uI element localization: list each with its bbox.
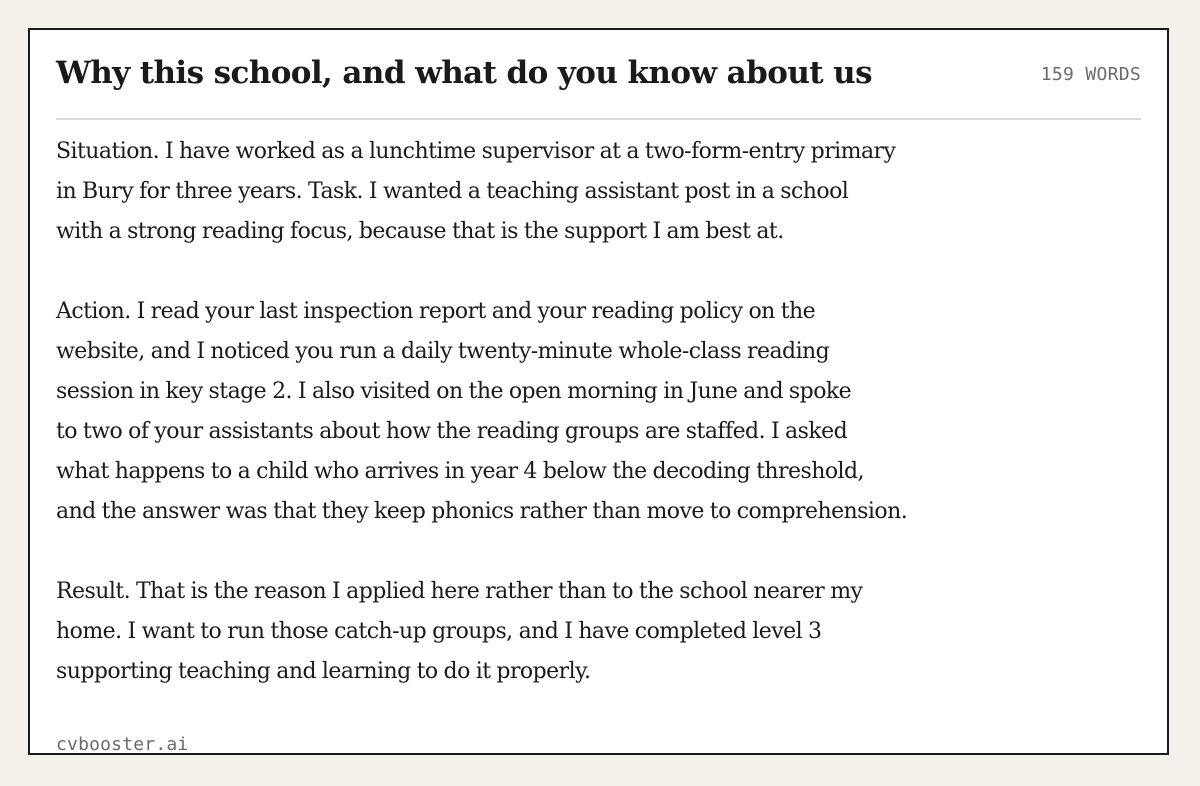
question-title: Why this school, and what do you know about us <box>56 55 872 91</box>
text-line: to two of your assistants about how the reading groups are staffed. I asked <box>56 419 848 444</box>
answer-body <box>56 132 1056 732</box>
text-line: with a strong reading focus, because that is the support I am best at. <box>56 219 784 244</box>
text-line: home. I want to run those catch-up groups, and I have completed level 3 <box>56 619 822 644</box>
text-line: what happens to a child who arrives in year 4 below the decoding threshold, <box>56 459 864 484</box>
text-line: Situation. I have worked as a lunchtime supervisor at a two-form-entry primary <box>56 139 896 164</box>
text-line: and the answer was that they keep phonics rather than move to comprehension. <box>56 499 908 524</box>
text-line: in Bury for three years. Task. I wanted a teaching assistant post in a school <box>56 179 849 204</box>
text-line: Action. I read your last inspection report and your reading policy on the <box>56 299 816 324</box>
paragraph-situation <box>56 132 1056 252</box>
text-line: session in key stage 2. I also visited on the open morning in June and spoke <box>56 379 852 404</box>
text-line: supporting teaching and learning to do it properly. <box>56 659 591 684</box>
brand-footer: cvbooster.ai <box>56 734 189 755</box>
answer-card <box>28 28 1169 755</box>
word-count: 159 WORDS <box>1040 64 1141 85</box>
card-header <box>56 30 1141 120</box>
paragraph-result <box>56 572 1056 692</box>
paragraph-action <box>56 292 1056 532</box>
text-line: website, and I noticed you run a daily twenty-minute whole-class reading <box>56 339 830 364</box>
text-line: Result. That is the reason I applied here rather than to the school nearer my <box>56 579 863 604</box>
